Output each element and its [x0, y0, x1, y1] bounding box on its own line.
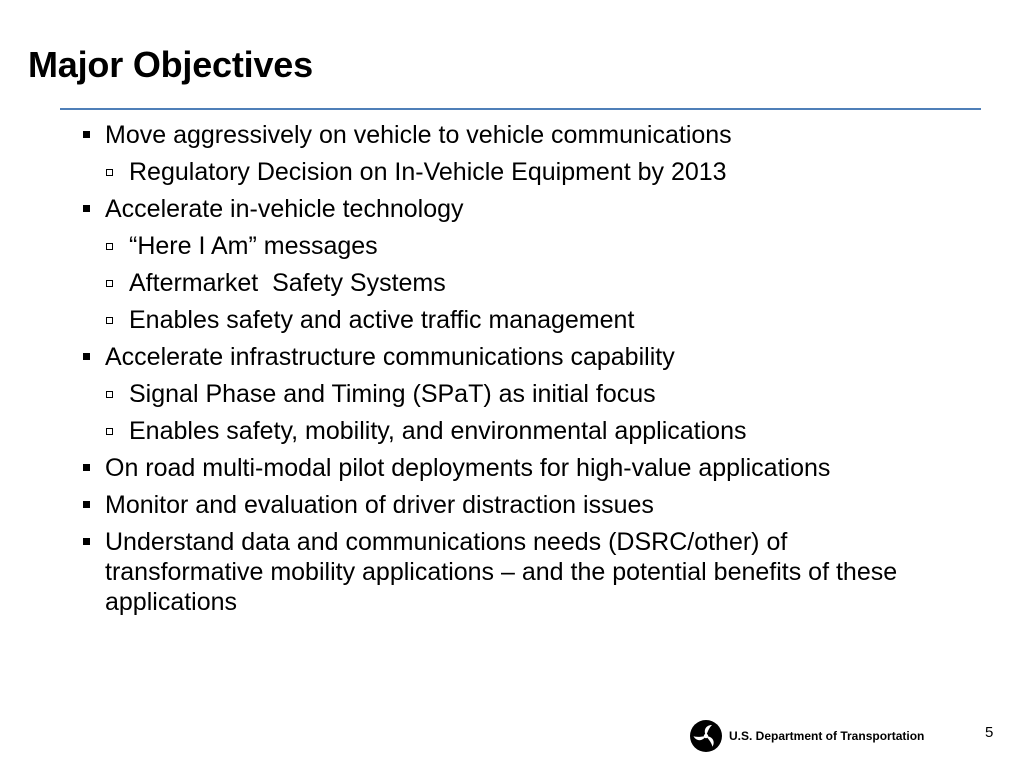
page-number: 5	[985, 724, 994, 741]
sub-bullet-text: Aftermarket Safety Systems	[129, 269, 446, 297]
bullet-text: On road multi-modal pilot deployments for high-value applications	[105, 454, 831, 482]
title-divider	[60, 108, 981, 110]
hollow-square-bullet-icon	[106, 428, 113, 435]
filled-square-bullet-icon	[83, 131, 90, 138]
filled-square-bullet-icon	[83, 538, 90, 545]
sub-bullet-text: “Here I Am” messages	[129, 232, 378, 260]
filled-square-bullet-icon	[83, 353, 90, 360]
sub-bullet-text: Regulatory Decision on In-Vehicle Equipment by 2013	[129, 158, 727, 186]
footer-branding	[690, 716, 924, 756]
sub-bullet-item	[82, 305, 962, 336]
sub-bullet-item	[82, 416, 962, 447]
hollow-square-bullet-icon	[106, 243, 113, 250]
bullet-text: Monitor and evaluation of driver distraction issues	[105, 491, 654, 519]
sub-bullet-item	[82, 157, 962, 188]
bullet-item	[82, 490, 962, 521]
bullet-item	[82, 342, 962, 373]
bullet-text: Accelerate infrastructure communications capability	[105, 343, 675, 371]
sub-bullet-text: Enables safety and active traffic management	[129, 306, 635, 334]
bullet-item	[82, 527, 945, 617]
hollow-square-bullet-icon	[106, 317, 113, 324]
bullet-item	[82, 194, 962, 225]
slide-title: Major Objectives	[28, 44, 313, 85]
sub-bullet-item	[82, 379, 962, 410]
bullet-text: Understand data and communications needs (DSRC/other) of transformative mobility applications – and the potential benefits of these applications	[105, 528, 898, 616]
bullet-list	[82, 114, 962, 617]
bullet-text: Move aggressively on vehicle to vehicle communications	[105, 121, 732, 149]
hollow-square-bullet-icon	[106, 391, 113, 398]
sub-bullet-item	[82, 231, 962, 262]
filled-square-bullet-icon	[83, 501, 90, 508]
sub-bullet-item	[82, 268, 962, 299]
bullet-text: Accelerate in-vehicle technology	[105, 195, 464, 223]
filled-square-bullet-icon	[83, 205, 90, 212]
bullet-item	[82, 453, 962, 484]
hollow-square-bullet-icon	[106, 280, 113, 287]
bullet-item	[82, 120, 962, 151]
sub-bullet-text: Signal Phase and Timing (SPaT) as initial focus	[129, 380, 656, 408]
hollow-square-bullet-icon	[106, 169, 113, 176]
sub-bullet-text: Enables safety, mobility, and environmental applications	[129, 417, 747, 445]
dot-triskelion-icon	[690, 720, 722, 752]
organization-name: U.S. Department of Transportation	[729, 729, 925, 743]
filled-square-bullet-icon	[83, 464, 90, 471]
